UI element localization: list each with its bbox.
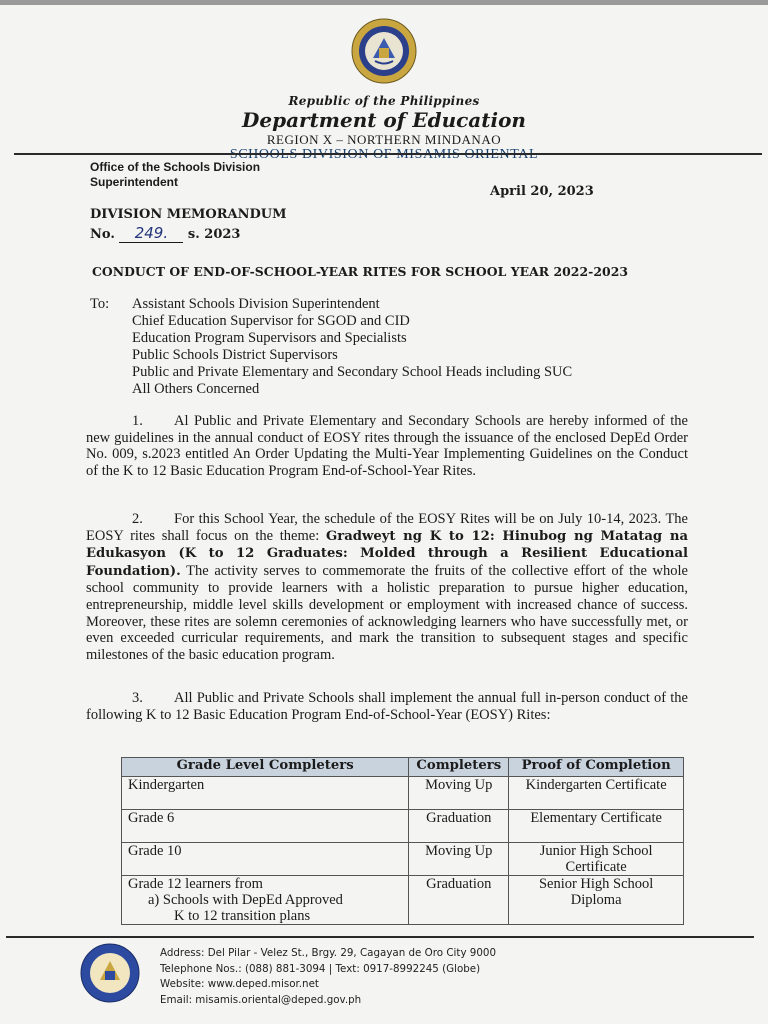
proof-cell: Kindergarten Certificate: [509, 777, 684, 810]
recipient-list: [132, 296, 692, 398]
grade-cell: Grade 6: [122, 810, 409, 843]
recipient-item: Public Schools District Supervisors: [132, 347, 338, 363]
memo-date: April 20, 2023: [490, 184, 594, 199]
paragraph-2: [86, 511, 688, 663]
memo-title: DIVISION MEMORANDUM: [90, 207, 287, 222]
footer-address: Address: Del Pilar - Velez St., Brgy. 29, Cagayan de Oro City 9000: [160, 947, 497, 959]
recipient-item: All Others Concerned: [132, 381, 260, 397]
paragraph-number: 1.: [132, 413, 143, 429]
paragraph-text: For this School Year, the schedule of the EOSY Rites will be on July 10-14, 2023. The EOSY rites shall focus on the theme:: [86, 511, 688, 544]
completers-cell: Graduation: [409, 876, 509, 925]
completers-cell: Moving Up: [409, 843, 509, 876]
column-header: Proof of Completion: [509, 758, 684, 777]
paragraph-text: All Public and Private Schools shall implement the annual full in-person conduct of the following K to 12 Basic Education Program End-of-School-Year (EOSY) Rites:: [86, 690, 688, 723]
recipient-item: Chief Education Supervisor for SGOD and CID: [132, 313, 410, 329]
footer-rule: [6, 936, 754, 938]
division-seal-icon: [80, 943, 140, 1003]
grade-sub-item: a) Schools with DepEd Approved: [148, 892, 343, 908]
grade-cell: Kindergarten: [122, 777, 409, 810]
recipient-item: Assistant Schools Division Superintendent: [132, 296, 380, 312]
letterhead: [0, 18, 768, 163]
column-header: Completers: [409, 758, 509, 777]
memo-subject: CONDUCT OF END-OF-SCHOOL-YEAR RITES FOR SCHOOL YEAR 2022-2023: [92, 264, 629, 279]
contact-footer: [160, 946, 496, 1008]
paragraph-number: 2.: [132, 511, 143, 527]
paragraph-text: The activity serves to commemorate the fruits of the collective effort of the whole school community to provide learners with a holistic preparation to pursue higher education, entrepreneurship, middle level skills development or employment with increased chance of success. Moreover, these rites are solemn ceremonies of acknowledging learners who have successfully met, or even exceeded curricular requirements, and mark the transition to subsequent stages and specific milestones of the basic education program.: [86, 562, 688, 663]
republic-line: Republic of the Philippines: [288, 94, 480, 108]
footer-telephone: Telephone Nos.: (088) 881-3094 | Text: 0917-8992245 (Globe): [160, 962, 481, 975]
table-row: [122, 810, 684, 843]
column-header: Grade Level Completers: [122, 758, 409, 777]
deped-seal-icon: [351, 18, 417, 84]
department-name: Department of Education: [242, 108, 526, 132]
grade-label: Grade 12 learners from: [128, 876, 263, 892]
table-header-row: [122, 758, 684, 777]
office-name: Office of the Schools Division Superintendent: [90, 160, 261, 189]
table-row: [122, 876, 684, 925]
grade-cell: Grade 10: [122, 843, 409, 876]
completers-cell: Moving Up: [409, 777, 509, 810]
to-label: To:: [90, 296, 110, 312]
recipient-item: Public and Private Elementary and Secondary School Heads including SUC: [132, 364, 573, 380]
grade-sub-item: K to 12 transition plans: [174, 908, 311, 924]
recipient-item: Education Program Supervisors and Specialists: [132, 330, 407, 346]
memo-series: s. 2023: [183, 227, 241, 242]
memo-no-label: No.: [90, 227, 120, 242]
table-row: [122, 777, 684, 810]
memo-number-line: [90, 224, 240, 243]
completers-cell: Graduation: [409, 810, 509, 843]
table-row: [122, 843, 684, 876]
scan-top-edge: [0, 0, 768, 5]
region-line: REGION X – NORTHERN MINDANAO: [266, 132, 502, 147]
header-rule: [14, 153, 762, 155]
eosy-rites-table: [121, 757, 684, 925]
proof-cell: Elementary Certificate: [509, 810, 684, 843]
paragraph-3: [86, 690, 688, 723]
memo-number: 249.: [119, 224, 183, 243]
paragraph-1: [86, 413, 688, 479]
footer-website[interactable]: Website: www.deped.misor.net: [160, 978, 319, 990]
proof-cell: Junior High School Certificate: [509, 843, 684, 876]
paragraph-number: 3.: [132, 690, 143, 706]
eosy-theme: Gradweyt ng K to 12: Hinubog ng Matatag na Edukasyon (K to 12 Graduates: Molded through a Resilient Educational Foundation).: [86, 528, 688, 579]
grade-cell: [122, 876, 409, 925]
footer-email[interactable]: Email: misamis.oriental@deped.gov.ph: [160, 993, 362, 1006]
proof-cell: Senior High School Diploma: [509, 876, 684, 925]
paragraph-text: Al Public and Private Elementary and Secondary Schools are hereby informed of the new guidelines in the annual conduct of EOSY rites through the issuance of the enclosed DepEd Order No. 009, s.2023 entitled An Order Updating the Multi-Year Implementing Guidelines on the Conduct of the K to 12 Basic Education Program End-of-School-Year Rites.: [86, 413, 688, 479]
